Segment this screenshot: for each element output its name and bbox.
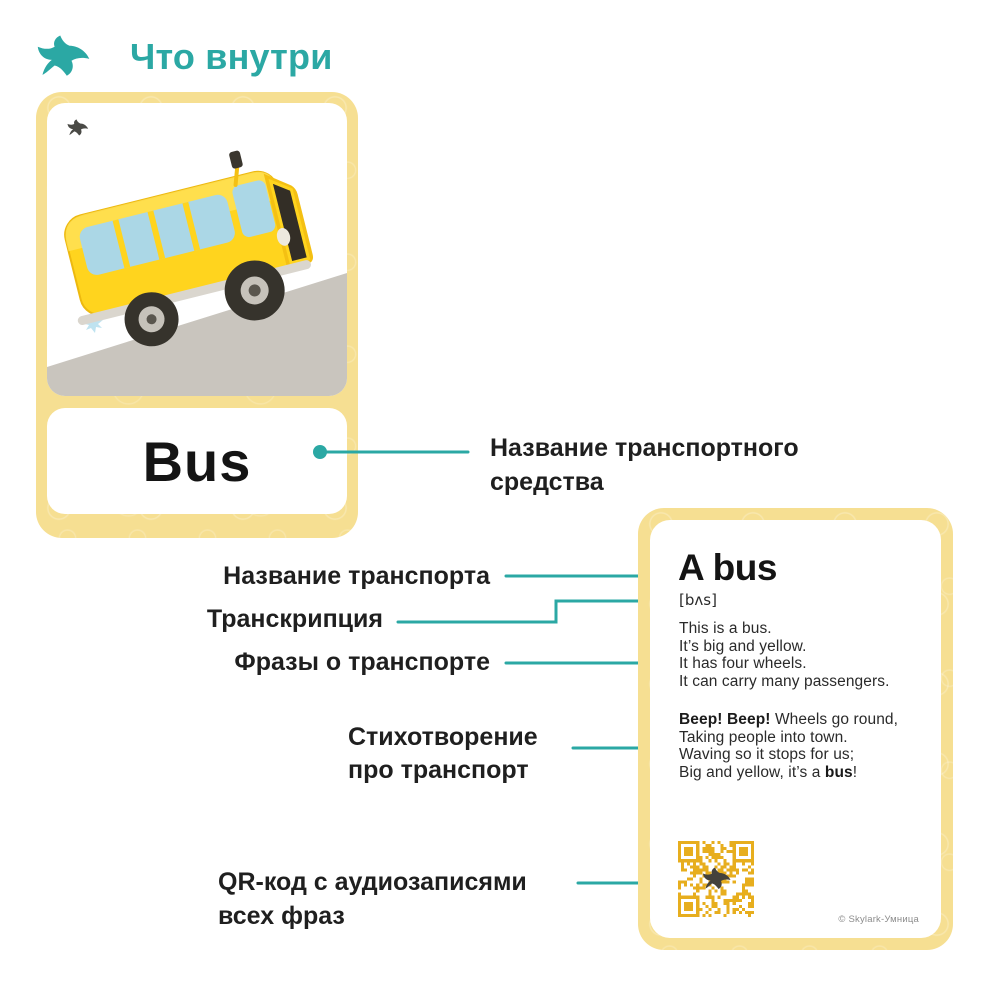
copyright: © Skylark-Умница: [838, 914, 919, 925]
phrase-line: It has four wheels.: [679, 655, 807, 673]
connector-transcription: [398, 601, 650, 622]
poem-line: Taking people into town.: [679, 728, 848, 746]
back-card-title: A bus: [678, 547, 777, 588]
poem-line: Beep! Beep! Wheels go round,: [679, 711, 899, 728]
label-front-word: Название транспортного средства: [490, 434, 799, 496]
poem-line: Big and yellow, it’s a bus!: [679, 763, 858, 781]
phrase-line: It’s big and yellow.: [679, 637, 807, 655]
front-card-image-panel: [47, 103, 347, 396]
bird-icon: [65, 119, 91, 137]
label-qr: QR-код с аудиозаписями всех фраз: [218, 868, 527, 930]
phrase-line: This is a bus.: [679, 620, 772, 637]
front-card: [36, 92, 358, 538]
poem-line: Waving so it stops for us;: [679, 746, 855, 764]
label-phrases: Фразы о транспорте: [234, 648, 490, 676]
phrase-line: It can carry many passengers.: [679, 672, 890, 690]
back-card: [638, 508, 953, 950]
back-card-panel: [650, 520, 941, 938]
poem-block: [679, 711, 898, 781]
front-card-word-panel: [47, 408, 347, 514]
label-transcription: Транскрипция: [206, 605, 383, 633]
label-poem: Стихотворение про транспорт: [348, 723, 538, 784]
label-name: Название транспорта: [223, 562, 490, 590]
bird-logo-icon: [34, 34, 94, 80]
back-card-transcription: [bʌs]: [679, 591, 717, 609]
front-card-word: Bus: [142, 429, 252, 493]
phrases-block: [679, 620, 890, 690]
qr-code: [678, 841, 754, 917]
bird-icon: [701, 867, 733, 891]
bus-illustration: [47, 103, 347, 396]
page-title: Что внутри: [130, 36, 333, 77]
